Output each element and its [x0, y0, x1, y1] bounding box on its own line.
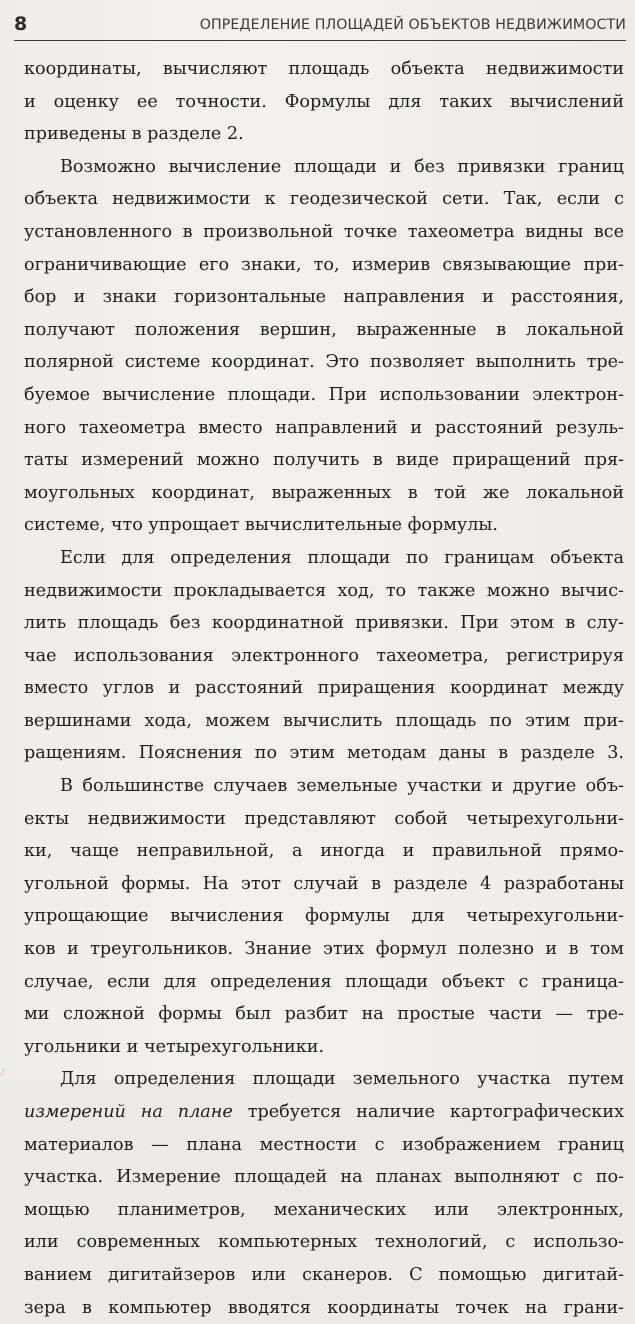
text-line: моугольных координат, выраженных в той же локальной [24, 482, 624, 503]
text-line: полярной системе координат. Это позволяет выполнить тре- [24, 352, 624, 373]
text-line: упрощающие вычисления формулы для четырехугольни- [24, 906, 624, 927]
text-line-with-emphasis [24, 1096, 624, 1129]
text-line: угольники и четырехугольники. [24, 1036, 325, 1057]
emphasized-term: измерений на плане [24, 1102, 233, 1122]
text-line: таты измерений можно получить в виде приращений пря- [24, 450, 624, 471]
text-line: ного тахеометра вместо направлений и расстояний резуль- [24, 417, 624, 438]
text-line: ванием дигитайзеров или сканеров. С помощью дигитай- [24, 1264, 624, 1285]
text-line: системе, что упрощает вычислительные формулы. [24, 515, 499, 536]
text-line: участка. Измерение площадей на планах выполняют с по- [24, 1167, 624, 1188]
page-corner-mark [1, 1068, 13, 1076]
text-line: зера в компьютер вводятся координаты точек на грани- [24, 1297, 624, 1318]
paragraph-start-line: Для определения площади земельного участка путем [60, 1069, 624, 1090]
text-line: бор и знаки горизонтальные направления и расстояния, [24, 287, 624, 308]
text-line: угольной формы. На этот случай в разделе 4 разработаны [24, 873, 624, 894]
page-header [14, 12, 626, 41]
paragraph-start-line: В большинстве случаев земельные участки и другие объ- [60, 776, 624, 797]
paragraph-start-line: Возможно вычисление площади и без привязки границ [60, 156, 624, 177]
text-line: екты недвижимости представляют собой четырехугольни- [24, 808, 624, 829]
text-line: объекта недвижимости к геодезической сети. Так, если с [24, 189, 624, 210]
text-line: или современных компьютерных технологий, с использо- [24, 1232, 624, 1253]
text-line: и оценку ее точности. Формулы для таких вычислений [24, 91, 624, 112]
text-line: ми сложной формы был разбит на простые части — тре- [24, 1004, 624, 1025]
text-line: недвижимости прокладывается ход, то также можно вычис- [24, 580, 624, 601]
text-line: получают положения вершин, выраженные в локальной [24, 319, 624, 340]
paragraph-start-line: Если для определения площади по границам объекта [60, 547, 624, 568]
text-line: ки, чаще неправильной, а иногда и правильной прямо- [24, 841, 624, 862]
text-line: чае использования электронного тахеометра, регистрируя [24, 645, 624, 666]
running-title: ОПРЕДЕЛЕНИЕ ПЛОЩАДЕЙ ОБЪЕКТОВ НЕДВИЖИМОСТИ [199, 17, 626, 33]
page-number: 8 [14, 13, 28, 35]
text-line: ков и треугольников. Знание этих формул полезно и в том [24, 939, 624, 960]
text-line: установленного в произвольной точке тахеометра видны все [24, 221, 624, 242]
text-line: ращениям. Пояснения по этим методам даны в разделе 3. [24, 743, 624, 764]
text-line: приведены в разделе 2. [24, 124, 244, 145]
text-line: координаты, вычисляют площадь объекта недвижимости [24, 59, 624, 79]
text-run: требуется наличие картографических [247, 1102, 624, 1122]
text-line: лить площадь без координатной привязки. При этом в слу- [24, 613, 624, 634]
text-line: вместо углов и расстояний приращения координат между [24, 678, 624, 699]
text-line: случае, если для определения площади объект с граница- [24, 971, 624, 992]
body-text [24, 53, 624, 1324]
text-line: ограничивающие его знаки, то, измерив связывающие при- [24, 254, 624, 275]
text-line: мощью планиметров, механических или электронных, [24, 1199, 624, 1220]
text-line: материалов — плана местности с изображением границ [24, 1134, 624, 1155]
text-line: вершинами хода, можем вычислить площадь по этим при- [24, 710, 624, 731]
text-line: буемое вычисление площади. При использовании электрон- [24, 384, 624, 405]
